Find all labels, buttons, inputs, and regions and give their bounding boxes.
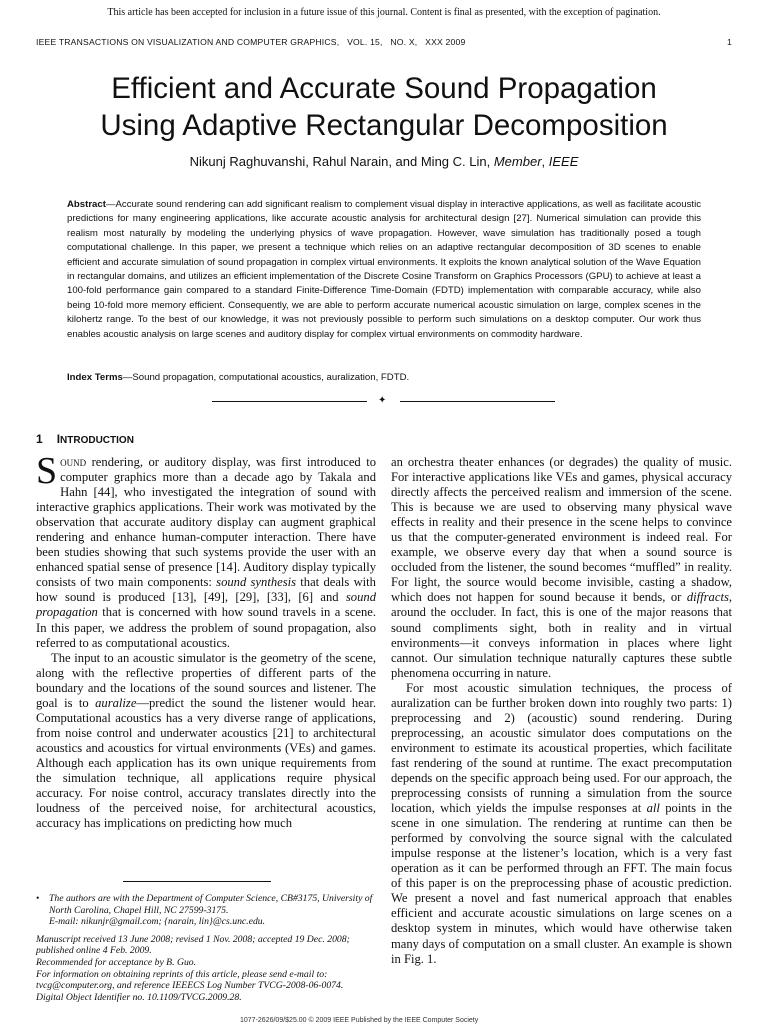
manuscript-dates: Manuscript received 13 June 2008; revised 1 Nov. 2008; accepted 19 Dec. 2008; published online 4 Feb. 2009. [36,933,350,957]
section-title-initial: I [56,432,61,446]
index-terms [67,372,701,383]
issue-number: NO. X, [390,37,418,47]
author-org: IEEE [548,154,579,169]
volume: VOL. 15, [347,37,383,47]
index-terms-text: —Sound propagation, computational acoustics, auralization, FDTD. [122,372,410,383]
running-header [36,37,732,47]
page-number: 1 [727,37,732,47]
paragraph: The input to an acoustic simulator is the geometry of the scene, along with the reflective properties of different parts of the boundary and the locations of the sound sources and listener. The goal is to auralize—predict the sound the listener would hear. Computational acoustics has a very diverse range of applications, from noise control and underwater acoustics [21] to architectural acoustics and acoustics for virtual environments (VEs) and games. Although each application has its own unique requirements from the simulation technique, all applications require physical accuracy. For noise control, accuracy translates directly into the loudness of the perceived noise, for architectural acoustics, accuracy has implications on predicting how much [36,650,376,831]
copyright-line: 1077-2626/09/$25.00 © 2009 IEEE Published by the IEEE Computer Society [240,1017,479,1024]
abstract-label: Abstract [67,199,106,210]
journal-name: IEEE TRANSACTIONS ON VISUALIZATION AND COMPUTER GRAPHICS, [36,37,340,47]
index-terms-label: Index Terms [67,372,123,383]
author-list: Nikunj Raghuvanshi, Rahul Narain, and Ming C. Lin, Member, IEEE [189,154,579,169]
footnote-rule [123,881,271,882]
body-column-right [391,455,732,967]
paragraph: an orchestra theater enhances (or degrades) the quality of music. For interactive applications like VEs and games, physical accuracy directly affects the perceived realism and immersion of the scene. This is because we are used to observing many physical wave effects in reality and their presence in the scene helps to convince us that the computer-generated environment is indeed real. For example, we observe every day that when a sound source is occluded from the listener, the sound becomes “muffled” in reality. For light, the source would become invisible, casting a shadow, which does not happen for sound because it bends, or diffracts, around the occluder. In fact, this is one of the major reasons that sound compliments sight, both in reality and in virtual environments—it conveys information in places where light cannot. Our simulation technique naturally captures these subtle phenomena occurring in nature. [391,455,732,680]
abstract [67,198,701,342]
paragraph: Sound rendering, or auditory display, was first introduced to computer graphics more than a decade ago by Takala and Hahn [44], who investigated the integration of sound with interactive graphics applications. Their work was motivated by the observation that accurate auditory display can augment graphical rendering and enhance human-computer interaction. There have been studies showing that such systems provide the user with an enhanced spatial sense of presence [14]. Auditory display typically consists of two main components: sound synthesis that deals with how sound is produced [13], [49], [29], [33], [6] and sound propagation that is concerned with how sound travels in a scene. In this paper, we address the problem of sound propagation, also referred to as computational acoustics. [36,450,376,650]
title-line-2: Using Adaptive Rectangular Decomposition [100,109,668,142]
separator-line-left [212,401,367,402]
doi: Digital Object Identifier no. 10.1109/TVCG.2009.28. [36,991,242,1003]
footnote-bullet: • [36,893,40,904]
abstract-text: —Accurate sound rendering can add significant realism to complement visual display in interactive applications, as well as facilitate acoustic predictions for many engineering applications, like accurate acoustic analysis for architectural design [27]. Numerical simulation can provide this realism most naturally by modeling the underlying physics of wave propagation. However, wave simulation has traditionally posed a tough computational challenge. In this paper, we present a technique which relies on an adaptive rectangular decomposition of 3D scenes to enable efficient and accurate simulation of sound propagation in complex virtual environments. It exploits the known analytical solution of the Wave Equation in rectangular domains, and utilizes an efficient implementation of the Discrete Cosine Transform on Graphics Processors (GPU) to achieve at least a 100-fold performance gain compared to a standard Finite-Difference Time-Domain (FDTD) implementation with comparable accuracy, while also being 10-fold more memory efficient. Consequently, we are able to perform accurate numerical acoustic simulation on large, complex scenes in the kilohertz range. To the best of our knowledge, it was not previously possible to perform such simulations on a desktop computer. Our work thus enables acoustic analysis on large scenes and auditory display for complex virtual environments on commodity hardware. [67,199,701,340]
section-heading [36,432,134,446]
author-affiliation: The authors are with the Department of Computer Science, CB#3175, University of North Carolina, Chapel Hill, NC 27599-3175. [49,893,373,916]
section-separator [212,395,555,407]
reprint-info: For information on obtaining reprints of this article, please send e-mail to: tvcg@computer.org, and reference IEEECS Log Number TVCG-2008-06-0074. [36,968,344,992]
author-emails: E-mail: nikunjr@gmail.com; {narain, lin}@cs.unc.edu. [49,916,266,928]
title-line-1: Efficient and Accurate Sound Propagation [111,72,657,105]
paragraph: For most acoustic simulation techniques, the process of auralization can be further broken down into roughly two parts: 1) preprocessing and 2) (acoustic) sound rendering. During preprocessing, an acoustic simulator does computations on the environment to estimate its acoustical properties, which facilitate fast rendering of the sound at runtime. The exact precomputation depends on the specific approach being used. For our approach, the preprocessing consists of running a simulation from the source location, which yields the impulse responses at all points in the scene in one simulation. The rendering at runtime can then be performed by convolving the source signal with the calculated impulse response at the listener’s location, which is a very fast operation as it can be performed through an FFT. The main focus of this paper is on the preprocessing phase of acoustic prediction. We present a novel and fast numerical approach that enables efficient and accurate acoustic simulations on large scenes on a desktop system in minutes, which would have otherwise taken many days of computation on a small cluster. An example is shown in Fig. 1. [391,680,732,966]
section-title-rest: NTRODUCTION [60,435,134,446]
acceptance-notice: This article has been accepted for inclusion in a future issue of this journal. Content is final as presented, with the exception of pagination. [107,7,661,18]
issue-date: XXX 2009 [425,37,466,47]
body-column-left [36,450,376,831]
section-number: 1 [36,432,43,446]
author-role: Member [493,154,542,169]
recommendation: Recommended for acceptance by B. Guo. [36,956,197,968]
author-names: Nikunj Raghuvanshi, Rahul Narain, and Ming C. Lin, [189,154,491,169]
separator-diamond-icon: ✦ [378,395,387,406]
footnote [36,893,376,1003]
drop-cap: S [36,450,58,492]
separator-line-right [400,401,555,402]
paper-title [30,70,738,144]
